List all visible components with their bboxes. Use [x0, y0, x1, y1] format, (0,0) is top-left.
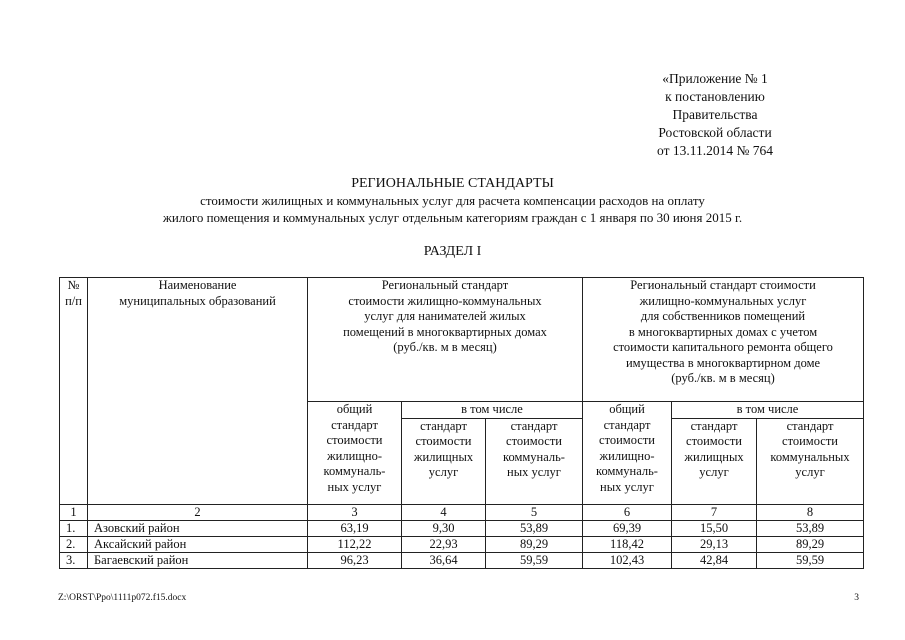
- owners-housing-value: 15,50: [672, 520, 757, 536]
- header-tenants-utility: стандарт стоимости коммуналь- ных услуг: [486, 418, 583, 504]
- tenants-housing-value: 36,64: [402, 552, 486, 568]
- row-number: 2.: [60, 536, 88, 552]
- document-subtitle-line-2: жилого помещения и коммунальных услуг отдельным категориям граждан с 1 января по 30 июня 2015 г.: [162, 210, 743, 225]
- appendix-line: к постановлению: [665, 89, 765, 104]
- header-owners-housing: стандарт стоимости жилищных услуг: [672, 418, 757, 504]
- tenants-utility-value: 89,29: [486, 536, 583, 552]
- header-tenants-total: общий стандарт стоимости жилищно- коммуналь- ных услуг: [308, 402, 402, 505]
- page-number: 3: [854, 593, 859, 603]
- owners-utility-value: 59,59: [757, 552, 864, 568]
- tenants-total-value: 63,19: [308, 520, 402, 536]
- appendix-line: «Приложение № 1: [662, 71, 768, 86]
- row-number: 3.: [60, 552, 88, 568]
- municipality-name: Азовский район: [88, 520, 308, 536]
- column-number: 6: [583, 504, 672, 520]
- document-title: РЕГИОНАЛЬНЫЕ СТАНДАРТЫ: [351, 176, 554, 191]
- appendix-block: [615, 70, 815, 160]
- header-group-owners: Региональный стандарт стоимости жилищно-коммунальных услуг для собственников помещений в многоквартирных домах с учетом стоимости капитального ремонта общего имущества в многоквартирном доме (руб./кв. м в месяц): [583, 278, 864, 402]
- header-owners-utility: стандарт стоимости коммунальных услуг: [757, 418, 864, 504]
- table-row: [60, 536, 864, 552]
- standards-table: [59, 277, 864, 569]
- header-tenants-including: в том числе: [402, 402, 583, 419]
- appendix-line: от 13.11.2014 № 764: [657, 143, 773, 158]
- owners-utility-value: 89,29: [757, 536, 864, 552]
- header-group-tenants: Региональный стандарт стоимости жилищно-коммунальных услуг для нанимателей жилых помещений в многоквартирных домах (руб./кв. м в месяц): [308, 278, 583, 402]
- owners-total-value: 102,43: [583, 552, 672, 568]
- owners-housing-value: 29,13: [672, 536, 757, 552]
- header-owners-including: в том числе: [672, 402, 864, 419]
- column-number: 1: [60, 504, 88, 520]
- column-number: 2: [88, 504, 308, 520]
- table-row: [60, 552, 864, 568]
- municipality-name: Багаевский район: [88, 552, 308, 568]
- column-number: 7: [672, 504, 757, 520]
- tenants-total-value: 96,23: [308, 552, 402, 568]
- appendix-line: Правительства: [672, 107, 758, 122]
- owners-total-value: 118,42: [583, 536, 672, 552]
- row-number: 1.: [60, 520, 88, 536]
- tenants-utility-value: 59,59: [486, 552, 583, 568]
- column-number: 3: [308, 504, 402, 520]
- section-heading: РАЗДЕЛ I: [423, 244, 482, 259]
- column-number: 4: [402, 504, 486, 520]
- file-path: Z:\ORST\Ppo\1111p072.f15.docx: [58, 593, 187, 603]
- tenants-utility-value: 53,89: [486, 520, 583, 536]
- header-tenants-housing: стандарт стоимости жилищных услуг: [402, 418, 486, 504]
- tenants-total-value: 112,22: [308, 536, 402, 552]
- tenants-housing-value: 9,30: [402, 520, 486, 536]
- header-row-number: № п/п: [60, 278, 88, 505]
- owners-utility-value: 53,89: [757, 520, 864, 536]
- header-owners-total: общий стандарт стоимости жилищно- коммуналь- ных услуг: [583, 402, 672, 505]
- municipality-name: Аксайский район: [88, 536, 308, 552]
- column-number: 8: [757, 504, 864, 520]
- owners-housing-value: 42,84: [672, 552, 757, 568]
- document-subtitle-line-1: стоимости жилищных и коммунальных услуг для расчета компенсации расходов на оплату: [200, 193, 705, 208]
- column-number: 5: [486, 504, 583, 520]
- appendix-line: Ростовской области: [658, 125, 772, 140]
- column-number-row: [60, 504, 864, 520]
- tenants-housing-value: 22,93: [402, 536, 486, 552]
- header-municipality: Наименование муниципальных образований: [88, 278, 308, 505]
- table-row: [60, 520, 864, 536]
- owners-total-value: 69,39: [583, 520, 672, 536]
